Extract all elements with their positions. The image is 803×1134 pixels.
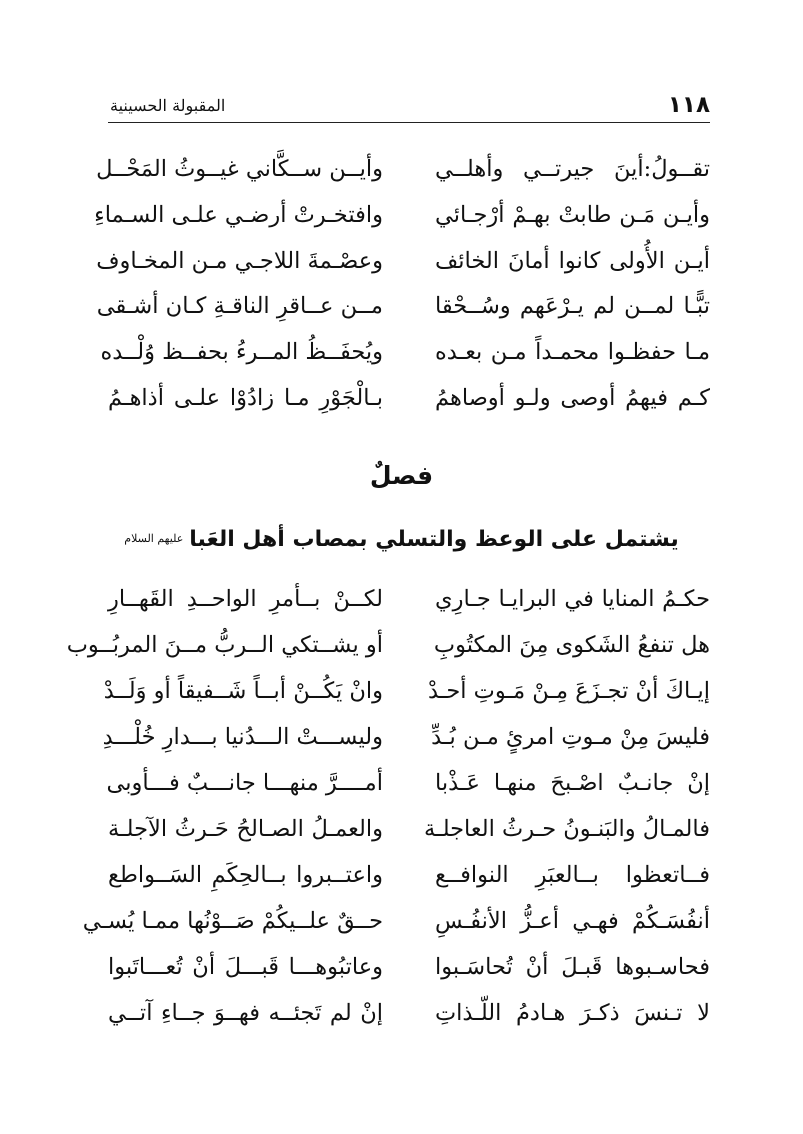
verse-second-hemistich: أمــــرَّ منهـــا جانـــبٌ فـــأوبى [106, 770, 383, 796]
verse [108, 381, 710, 427]
verse [108, 858, 710, 904]
verse-second-hemistich: وليســـتْ الـــدُنيا بـــدارِ خُلْـــدِ [102, 724, 383, 750]
verse-first-hemistich: مـا حفظـوا محمـداً مـن بعـده [435, 339, 710, 366]
section-subtitle [0, 527, 803, 552]
page-number: ١١٨ [667, 92, 710, 118]
verse-first-hemistich: فليسَ مِنْ مـوتِ امرئٍ مـن بُـدِّ [431, 724, 710, 750]
section-subtitle-text: يشتمل على الوعظ والتسلي بمصاب أهل العَبا [189, 527, 679, 552]
verse [82, 904, 710, 950]
verse-first-hemistich: إيـاكَ أنْ تجـزَعَ مِـنْ مَـوتِ أحـدْ [427, 678, 710, 704]
verse-first-hemistich: حكـمُ المنايا في البرايـا جـارِي [435, 586, 710, 612]
verse [108, 812, 710, 858]
verse-second-hemistich: بـالْجَوْرِ مـا زادُوْا علـى أذاهـمُ [108, 384, 383, 411]
verse-first-hemistich: هل تنفعُ الشَكوى مِنَ المكتُوبِ [433, 632, 710, 658]
verse-second-hemistich: وانْ يَكُــنْ أبــاً شَــفيقاً أو وَلَــدْ [103, 678, 383, 704]
running-title: المقبولة الحسينية [110, 96, 226, 115]
verse-first-hemistich: وأيـن مَـن طابتْ بهـمْ أرْجـائي [435, 201, 710, 228]
verse [108, 582, 710, 628]
verse [108, 766, 710, 812]
page-header [108, 92, 710, 123]
verse-first-hemistich: إنْ جانـبٌ اصْـبحَ منهـا عَـذْبا [435, 770, 710, 796]
verse-first-hemistich: فحاسـبوها قَبـلَ أنْ تُحاسَـبوا [435, 954, 710, 980]
verse [108, 996, 710, 1042]
verse-first-hemistich: أنفُسَـكُمْ فهـي أعـزُّ الأنفُـسِ [435, 908, 710, 934]
verse [96, 289, 710, 335]
poem-top [94, 152, 710, 427]
verse-first-hemistich: تبًّـا لمــن لم يـرْعَهم وسُــحْقا [435, 293, 710, 320]
verse-second-hemistich: حــقٌ علــيكُمْ صَــوْنُها ممـا يُسـي [82, 908, 383, 934]
verse-second-hemistich: مــن عــاقرِ الناقـةِ كـان أشـقى [96, 293, 383, 320]
verse [102, 720, 710, 766]
verse [66, 628, 710, 674]
verse-first-hemistich: لا تـنسَ ذكـرَ هـادمُ اللّـذاتِ [435, 1000, 710, 1026]
verse-first-hemistich: فــاتعظوا بــالعبَرِ النوافــع [435, 862, 710, 888]
verse-second-hemistich: وأيــن ســكَّاني غيــوثُ المَحْــل [96, 156, 383, 182]
verse [108, 950, 710, 996]
verse-second-hemistich: أو يشــتكي الــربُّ مــنَ المربُــوب [66, 632, 383, 658]
verse-second-hemistich: واعتــبروا بــالحِكَمِ السَــواطع [108, 862, 383, 888]
poem-bottom [66, 582, 710, 1042]
verse [96, 244, 710, 290]
verse [96, 152, 710, 198]
honorific-mark: عليهم السلام [124, 532, 184, 545]
verse-second-hemistich: إنْ لم تَجئــه فهــوَ جــاءِ آتــي [108, 1000, 383, 1026]
verse-first-hemistich: كـم فيهمُ أوصى ولـو أوصاهمُ [435, 384, 710, 411]
verse-first-hemistich: تقــولُ:أينَ جيرتــي وأهلــي [435, 156, 710, 182]
verse-second-hemistich: وعاتبُوهـــا قَبـــلَ أنْ تُعـــاتَبوا [108, 954, 383, 980]
verse [103, 674, 710, 720]
section-title: فصلٌ [369, 461, 434, 490]
verse-first-hemistich: فالمـالُ والبَنـونُ حـرثُ العاجلـة [424, 816, 710, 842]
verse-second-hemistich: والعمـلُ الصـالحُ حَـرثُ الآجلـة [108, 816, 383, 842]
verse-second-hemistich: ويُحفَــظُ المــرءُ بحفــظ وُلْــده [100, 339, 383, 366]
verse [94, 198, 710, 244]
verse-second-hemistich: وعصْـمةَ اللاجـي مـن المخـاوف [96, 247, 383, 274]
verse-second-hemistich: لكــنْ بــأمرِ الواحــدِ القَهــارِ [108, 586, 383, 612]
verse-second-hemistich: وافتخـرتْ أرضـي علـى السـماءِ [94, 201, 383, 228]
verse-first-hemistich: أيـن الأُولى كانوا أمانَ الخائف [435, 247, 710, 274]
verse [100, 335, 710, 381]
